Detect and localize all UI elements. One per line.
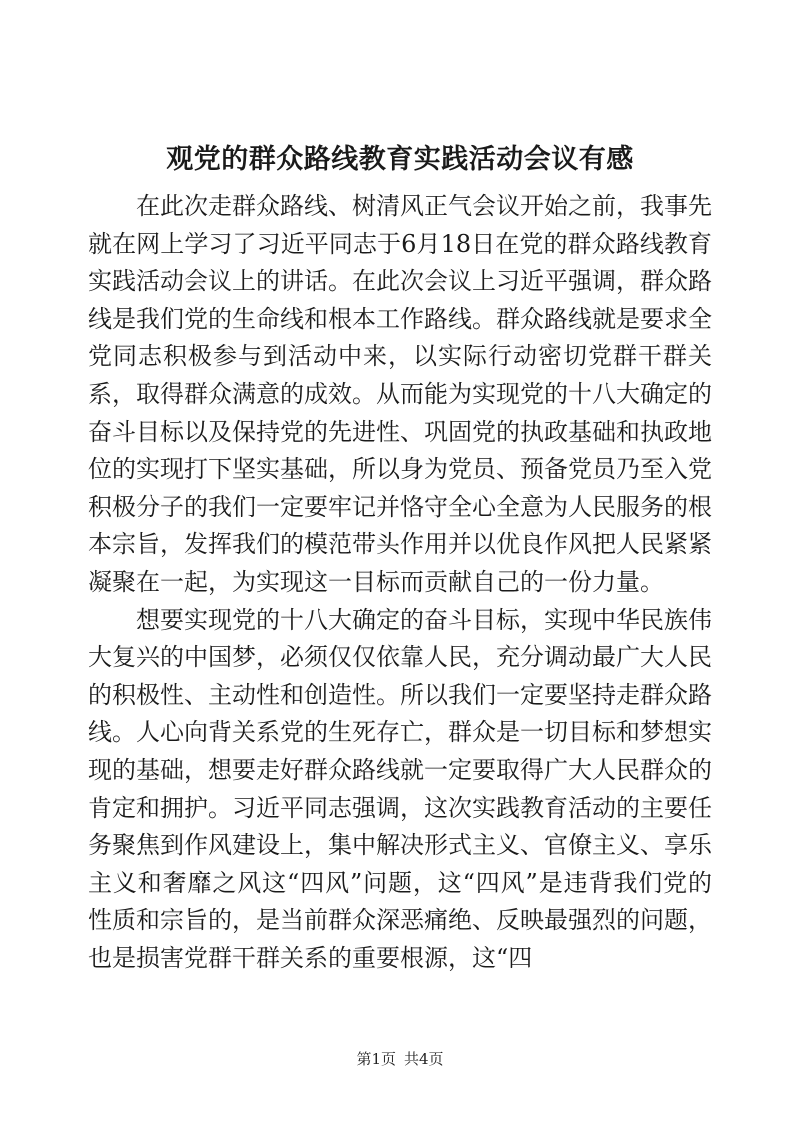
paragraph-2: 想要实现党的十八大确定的奋斗目标，实现中华民族伟大复兴的中国梦，必须仅仅依靠人民，充分调动最广大人民的积极性、主动性和创造性。所以我们一定要坚持走群众路线。人心向背关系党的生死存亡，群众是一切目标和梦想实现的基础，想要走好群众路线就一定要取得广大人民群众的肯定和拥护。习近平同志强调，这次实践教育活动的主要任务聚焦到作风建设上，集中解决形式主义、官僚主义、享乐主义和奢靡之风这“四风”问题，这“四风”是违背我们党的性质和宗旨的，是当前群众深恶痛绝、反映最强烈的问题，也是损害党群干群关系的重要根源，这“四 — [88, 605, 712, 972]
document-title: 观党的群众路线教育实践活动会议有感 — [166, 144, 634, 175]
paragraph-1: 在此次走群众路线、树清风正气会议开始之前，我事先就在网上学习了习近平同志于6月18日在党的群众路线教育实践活动会议上的讲话。在此次会议上习近平强调，群众路线是我们党的生命线和根本工作路线。群众路线就是要求全党同志积极参与到活动中来，以实际行动密切党群干群关系，取得群众满意的成效。从而能为实现党的十八大确定的奋斗目标以及保持党的先进性、巩固党的执政基础和执政地位的实现打下坚实基础，所以身为党员、预备党员乃至入党积极分子的我们一定要牢记并恪守全心全意为人民服务的根本宗旨，发挥我们的模范带头作用并以优良作风把人民紧紧凝聚在一起，为实现这一目标而贡献自己的一份力量。 — [88, 192, 712, 596]
page-number: 第1页 — [356, 1050, 396, 1068]
page-total: 共4页 — [404, 1050, 444, 1068]
page-footer — [0, 1049, 800, 1069]
document-body — [88, 188, 712, 977]
